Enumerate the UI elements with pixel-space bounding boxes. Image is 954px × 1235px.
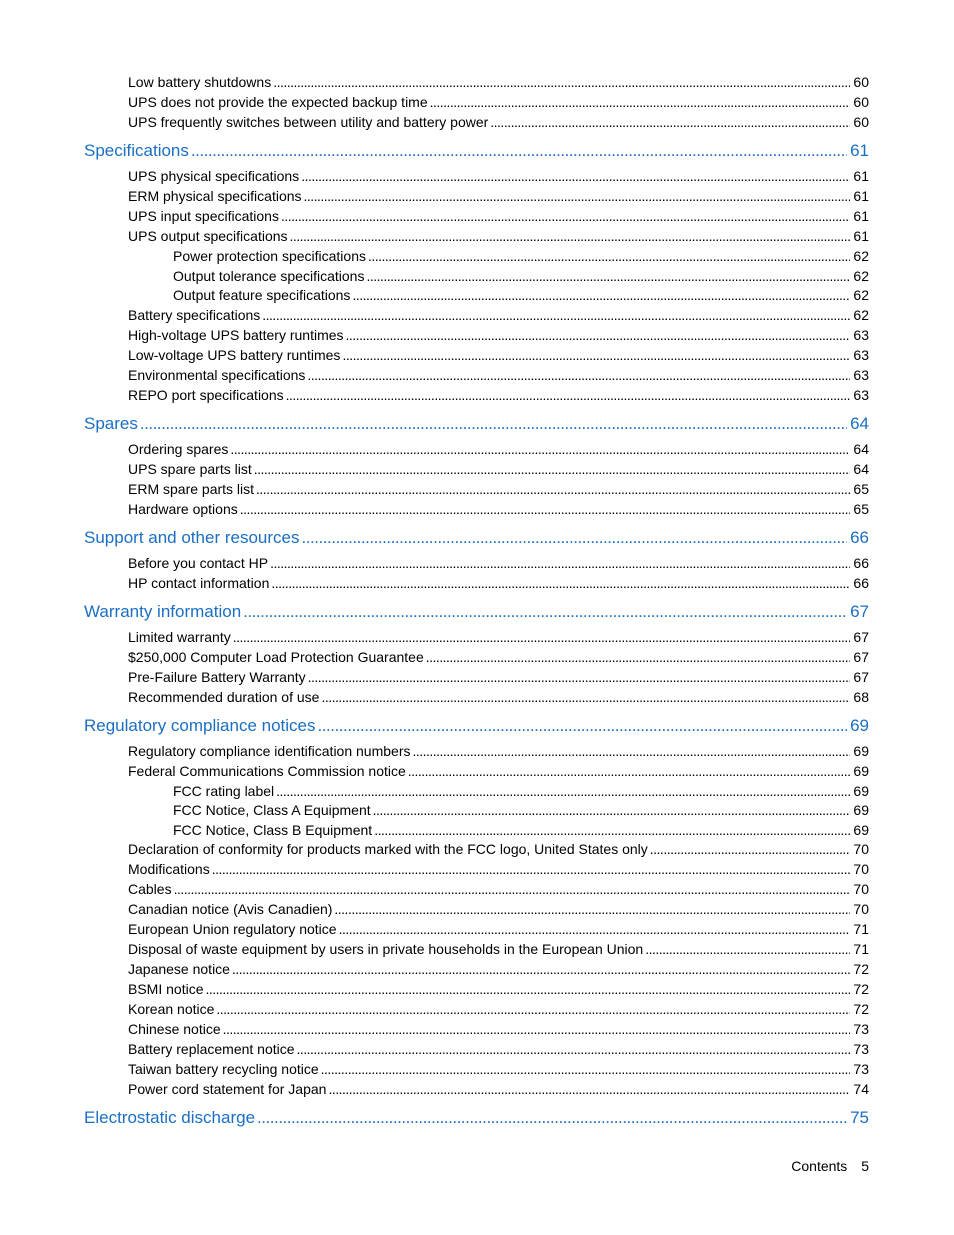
toc-section-entry[interactable] <box>128 861 869 881</box>
toc-section-entry[interactable] <box>128 629 869 649</box>
toc-entry-page: 64 <box>853 440 869 457</box>
toc-dot-leader <box>243 602 847 622</box>
toc-entry-page: 67 <box>853 628 869 645</box>
toc-entry-page: 61 <box>853 208 869 224</box>
toc-entry-page: 67 <box>853 668 869 685</box>
toc-dot-leader <box>301 528 847 548</box>
toc-entry-page: 64 <box>850 413 869 433</box>
toc-entry-title: Japanese notice <box>128 961 230 977</box>
toc-entry-page: 61 <box>853 168 869 184</box>
toc-chapter-entry[interactable] <box>84 716 869 740</box>
toc-section-entry[interactable] <box>128 941 869 961</box>
toc-entry-title: Output feature specifications <box>173 287 351 303</box>
toc-section-entry[interactable] <box>128 743 869 763</box>
toc-entry-page: 65 <box>853 500 869 517</box>
toc-dot-leader <box>240 501 851 517</box>
toc-entry-page: 60 <box>853 114 869 130</box>
toc-entry-title: $250,000 Computer Load Protection Guarantee <box>128 648 424 665</box>
toc-dot-leader <box>281 208 850 224</box>
toc-section-entry[interactable] <box>128 94 869 114</box>
toc-section-entry[interactable] <box>128 367 869 387</box>
toc-section-entry[interactable] <box>128 575 869 595</box>
toc-dot-leader <box>191 141 847 161</box>
toc-section-entry[interactable] <box>128 441 869 461</box>
toc-entry-page: 66 <box>850 527 869 547</box>
toc-entry-page: 63 <box>853 346 869 363</box>
toc-dot-leader <box>408 763 851 779</box>
toc-dot-leader <box>223 1021 851 1037</box>
toc-entry-page: 67 <box>853 648 869 665</box>
toc-chapter-entry[interactable] <box>84 528 869 552</box>
toc-entry-page: 75 <box>850 1108 869 1127</box>
toc-entry-page: 72 <box>853 961 869 977</box>
toc-entry-title: FCC Notice, Class B Equipment <box>173 821 373 838</box>
toc-entry-title: Battery specifications <box>128 306 261 323</box>
toc-section-entry[interactable] <box>128 921 869 941</box>
toc-chapter-entry[interactable] <box>84 414 869 438</box>
toc-dot-leader <box>262 307 850 323</box>
toc-entry-page: 72 <box>853 981 869 997</box>
toc-dot-leader <box>346 327 851 343</box>
toc-dot-leader <box>304 188 851 204</box>
toc-dot-leader <box>430 94 851 110</box>
toc-entry-page: 61 <box>850 141 869 160</box>
toc-entry-title: UPS spare parts list <box>128 460 252 477</box>
toc-dot-leader <box>276 783 850 799</box>
toc-section-entry[interactable] <box>128 347 869 367</box>
toc-section-entry[interactable] <box>128 387 869 407</box>
toc-section-entry[interactable] <box>128 188 869 208</box>
toc-section-entry[interactable] <box>128 981 869 1001</box>
toc-section-entry[interactable] <box>128 168 869 188</box>
toc-dot-leader <box>216 1001 850 1017</box>
toc-entry-page: 65 <box>853 480 869 497</box>
toc-entry-page: 70 <box>853 881 869 897</box>
toc-entry-page: 71 <box>853 941 869 957</box>
toc-dot-leader <box>318 716 848 736</box>
toc-entry-title: Support and other resources <box>84 527 300 547</box>
toc-entry-title: Cables <box>128 881 172 897</box>
toc-entry-title: UPS physical specifications <box>128 168 300 184</box>
toc-dot-leader <box>490 114 850 130</box>
toc-dot-leader <box>328 1081 850 1097</box>
toc-entry-title: Specifications <box>84 141 189 160</box>
toc-entry-page: 69 <box>850 715 869 735</box>
toc-entry-title: Low battery shutdowns <box>128 74 272 90</box>
toc-entry-title: FCC Notice, Class A Equipment <box>173 802 371 818</box>
toc-entry-page: 73 <box>853 1021 869 1037</box>
toc-dot-leader <box>645 941 850 957</box>
toc-section-entry[interactable] <box>128 1001 869 1021</box>
toc-entry-title: Low-voltage UPS battery runtimes <box>128 346 341 363</box>
toc-entry-title: Chinese notice <box>128 1021 221 1037</box>
toc-entry-title: European Union regulatory notice <box>128 921 337 937</box>
toc-entry-page: 74 <box>853 1081 869 1097</box>
toc-dot-leader <box>286 387 851 403</box>
toc-entry-page: 73 <box>853 1041 869 1057</box>
toc-dot-leader <box>426 649 851 665</box>
toc-entry-page: 69 <box>853 782 869 799</box>
toc-dot-leader <box>233 629 851 645</box>
toc-entry-title: Regulatory compliance notices <box>84 715 316 735</box>
toc-section-entry[interactable] <box>128 1081 869 1101</box>
toc-section-entry[interactable] <box>173 268 869 288</box>
toc-dot-leader <box>334 901 850 917</box>
toc-dot-leader <box>230 441 850 457</box>
toc-section-entry[interactable] <box>128 841 869 861</box>
toc-dot-leader <box>254 461 851 477</box>
toc-entry-title: Electrostatic discharge <box>84 1108 256 1127</box>
toc-entry-page: 69 <box>853 802 869 818</box>
toc-dot-leader <box>174 881 851 897</box>
toc-dot-leader <box>307 367 850 383</box>
toc-entry-title: Ordering spares <box>128 440 229 457</box>
toc-dot-leader <box>368 248 850 264</box>
toc-section-entry[interactable] <box>128 228 869 248</box>
toc-dot-leader <box>412 743 850 759</box>
toc-entry-title: Power protection specifications <box>173 248 366 264</box>
toc-section-entry[interactable] <box>173 822 869 842</box>
toc-dot-leader <box>256 481 850 497</box>
toc-dot-leader <box>270 555 850 571</box>
toc-dot-leader <box>212 861 851 877</box>
toc-entry-page: 70 <box>853 841 869 857</box>
toc-entry-title: UPS does not provide the expected backup time <box>128 94 428 110</box>
toc-section-entry[interactable] <box>173 248 869 268</box>
toc-entry-title: Taiwan battery recycling notice <box>128 1061 319 1077</box>
toc-entry-title: Power cord statement for Japan <box>128 1081 327 1097</box>
toc-entry-title: UPS input specifications <box>128 208 279 224</box>
toc-entry-title: UPS frequently switches between utility and battery power <box>128 114 489 130</box>
toc-entry-page: 60 <box>853 74 869 90</box>
toc-dot-leader <box>308 669 851 685</box>
toc-entry-title: Modifications <box>128 861 210 877</box>
toc-section-entry[interactable] <box>128 1021 869 1041</box>
toc-section-entry[interactable] <box>128 481 869 501</box>
toc-entry-page: 72 <box>853 1001 869 1017</box>
toc-entry-page: 73 <box>853 1061 869 1077</box>
toc-entry-page: 70 <box>853 901 869 917</box>
toc-entry-title: Declaration of conformity for products marked with the FCC logo, United States only <box>128 841 648 857</box>
toc-dot-leader <box>321 689 850 705</box>
toc-section-entry[interactable] <box>128 208 869 228</box>
toc-dot-leader <box>271 575 850 591</box>
toc-entry-page: 61 <box>853 188 869 204</box>
toc-dot-leader <box>140 414 847 434</box>
toc-entry-page: 64 <box>853 460 869 477</box>
toc-entry-title: High-voltage UPS battery runtimes <box>128 326 344 343</box>
toc-chapter-entry[interactable] <box>84 141 869 165</box>
toc-section-entry[interactable] <box>128 881 869 901</box>
toc-entry-title: BSMI notice <box>128 981 204 997</box>
toc-entry-title: Hardware options <box>128 500 238 517</box>
toc-section-entry[interactable] <box>128 669 869 689</box>
toc-entry-page: 69 <box>853 821 869 838</box>
toc-entry-title: UPS output specifications <box>128 228 288 244</box>
toc-section-entry[interactable] <box>128 901 869 921</box>
toc-dot-leader <box>301 168 850 184</box>
toc-entry-title: Recommended duration of use <box>128 688 320 705</box>
toc-entry-title: Pre-Failure Battery Warranty <box>128 668 306 685</box>
toc-entry-page: 62 <box>853 248 869 264</box>
toc-entry-page: 62 <box>853 267 869 284</box>
toc-section-entry[interactable] <box>173 802 869 822</box>
toc-entry-page: 66 <box>853 574 869 591</box>
toc-entry-page: 67 <box>850 601 869 621</box>
toc-entry-title: REPO port specifications <box>128 386 284 403</box>
toc-entry-title: Federal Communications Commission notice <box>128 762 406 779</box>
toc-section-entry[interactable] <box>173 783 869 803</box>
toc-section-entry[interactable] <box>128 763 869 783</box>
toc-entry-page: 69 <box>853 762 869 779</box>
toc-dot-leader <box>373 802 851 818</box>
toc-entry-page: 70 <box>853 861 869 877</box>
toc-entry-title: HP contact information <box>128 574 270 591</box>
toc-dot-leader <box>297 1041 851 1057</box>
table-of-contents <box>84 74 869 1135</box>
footer-page-number: 5 <box>861 1158 869 1174</box>
toc-entry-title: Output tolerance specifications <box>173 267 365 284</box>
toc-section-entry[interactable] <box>128 461 869 481</box>
toc-entry-page: 63 <box>853 386 869 403</box>
toc-entry-page: 61 <box>853 228 869 244</box>
toc-section-entry[interactable] <box>128 327 869 347</box>
toc-entry-title: Regulatory compliance identification numbers <box>128 742 411 759</box>
toc-entry-title: ERM physical specifications <box>128 188 302 204</box>
toc-section-entry[interactable] <box>128 501 869 521</box>
toc-section-entry[interactable] <box>128 114 869 134</box>
toc-section-entry[interactable] <box>128 649 869 669</box>
toc-entry-page: 60 <box>853 94 869 110</box>
toc-section-entry[interactable] <box>128 1061 869 1081</box>
toc-entry-title: Canadian notice (Avis Canadien) <box>128 901 333 917</box>
toc-entry-title: FCC rating label <box>173 782 275 799</box>
toc-dot-leader <box>205 981 850 997</box>
toc-entry-page: 62 <box>853 287 869 303</box>
toc-entry-title: Korean notice <box>128 1001 215 1017</box>
toc-dot-leader <box>232 961 850 977</box>
toc-dot-leader <box>366 268 850 284</box>
toc-entry-page: 69 <box>853 742 869 759</box>
toc-chapter-entry[interactable] <box>84 1108 869 1132</box>
toc-section-entry[interactable] <box>128 689 869 709</box>
toc-entry-page: 66 <box>853 554 869 571</box>
toc-entry-page: 63 <box>853 326 869 343</box>
toc-dot-leader <box>257 1108 847 1128</box>
toc-entry-page: 63 <box>853 366 869 383</box>
toc-chapter-entry[interactable] <box>84 602 869 626</box>
toc-dot-leader <box>342 347 850 363</box>
toc-entry-title: Battery replacement notice <box>128 1041 295 1057</box>
toc-section-entry[interactable] <box>128 1041 869 1061</box>
toc-dot-leader <box>321 1061 851 1077</box>
toc-section-entry[interactable] <box>128 555 869 575</box>
toc-dot-leader <box>273 74 850 90</box>
toc-section-entry[interactable] <box>128 961 869 981</box>
toc-entry-page: 71 <box>853 921 869 937</box>
page-footer <box>781 1158 869 1174</box>
toc-entry-title: Spares <box>84 413 138 433</box>
toc-entry-page: 62 <box>853 306 869 323</box>
toc-entry-title: Disposal of waste equipment by users in private households in the European Union <box>128 941 644 957</box>
toc-section-entry[interactable] <box>128 74 869 94</box>
toc-entry-page: 68 <box>853 688 869 705</box>
toc-entry-title: Before you contact HP <box>128 554 269 571</box>
toc-dot-leader <box>290 228 851 244</box>
footer-section-label: Contents <box>791 1158 848 1174</box>
toc-entry-title: Limited warranty <box>128 628 231 645</box>
toc-entry-title: ERM spare parts list <box>128 480 255 497</box>
toc-dot-leader <box>650 841 851 857</box>
toc-entry-title: Environmental specifications <box>128 366 306 383</box>
toc-dot-leader <box>339 921 851 937</box>
toc-entry-title: Warranty information <box>84 601 242 621</box>
toc-dot-leader <box>374 822 850 838</box>
toc-section-entry[interactable] <box>173 287 869 307</box>
toc-section-entry[interactable] <box>128 307 869 327</box>
toc-dot-leader <box>352 287 850 303</box>
